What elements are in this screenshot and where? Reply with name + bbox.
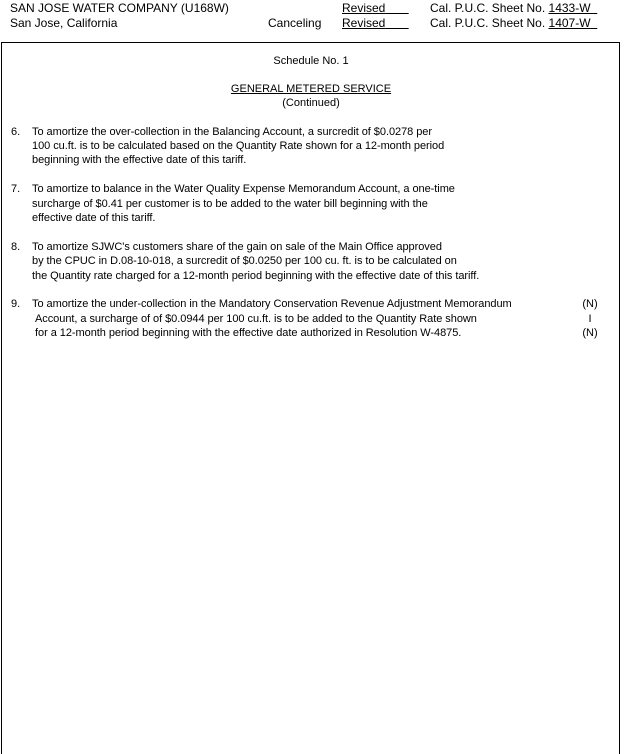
sheet-no-2: 1407-W bbox=[548, 16, 591, 30]
schedule-number: Schedule No. 1 bbox=[273, 55, 349, 67]
company-location: San Jose, California bbox=[10, 16, 118, 30]
item-line: surcharge of $0.41 per customer is to be added to the water bill beginning with the bbox=[32, 198, 428, 210]
sheet-number-1 bbox=[430, 1, 597, 15]
item-line: To amortize the over-collection in the Balancing Account, a surcredit of $0.0278 per bbox=[32, 126, 432, 138]
item-line: 100 cu.ft. is to be calculated based on the Quantity Rate shown for a 12-month period bbox=[32, 140, 445, 152]
item-line: for a 12-month period beginning with the effective date authorized in Resolution W-4875. bbox=[35, 327, 462, 339]
item-line: effective date of this tariff. bbox=[32, 212, 156, 224]
canceling-label: Canceling bbox=[268, 16, 322, 30]
schedule-title: GENERAL METERED SERVICE bbox=[230, 83, 392, 95]
item-line: To amortize SJWC's customers share of the gain on sale of the Main Office approved bbox=[32, 241, 442, 253]
item-number: 7. bbox=[11, 183, 21, 195]
item-number: 8. bbox=[11, 241, 21, 253]
revised-label-2: Revised bbox=[342, 16, 386, 30]
item-line: Account, a surcharge of of $0.0944 per 100 cu.ft. is to be added to the Quantity Rate shown bbox=[35, 313, 477, 325]
company-name: SAN JOSE WATER COMPANY (U168W) bbox=[10, 1, 229, 15]
sheet-label-2: Cal. P.U.C. Sheet No. bbox=[430, 16, 546, 30]
schedule-subtitle: (Continued) bbox=[282, 97, 340, 109]
new-marker: (N) bbox=[582, 327, 598, 339]
revised-label-1: Revised bbox=[342, 1, 386, 15]
item-line: To amortize the under-collection in the Mandatory Conservation Revenue Adjustment Memorandum bbox=[32, 298, 512, 310]
new-marker: (N) bbox=[582, 298, 598, 310]
item-number: 6. bbox=[11, 126, 21, 138]
revised-field-1 bbox=[342, 1, 409, 15]
sheet-no-1: 1433-W bbox=[548, 1, 591, 15]
item-number: 9. bbox=[11, 298, 21, 310]
new-marker: I bbox=[588, 313, 592, 325]
sheet-label-1: Cal. P.U.C. Sheet No. bbox=[430, 1, 546, 15]
item-line: To amortize to balance in the Water Quality Expense Memorandum Account, a one-time bbox=[32, 183, 455, 195]
item-line: the Quantity rate charged for a 12-month period beginning with the effective date of this tariff. bbox=[32, 270, 480, 282]
item-line: by the CPUC in D.08-10-018, a surcredit of $0.0250 per 100 cu. ft. is to be calculated on bbox=[32, 255, 457, 267]
sheet-number-2 bbox=[430, 16, 597, 30]
item-line: beginning with the effective date of this tariff. bbox=[32, 154, 247, 166]
revised-field-2 bbox=[342, 16, 409, 30]
